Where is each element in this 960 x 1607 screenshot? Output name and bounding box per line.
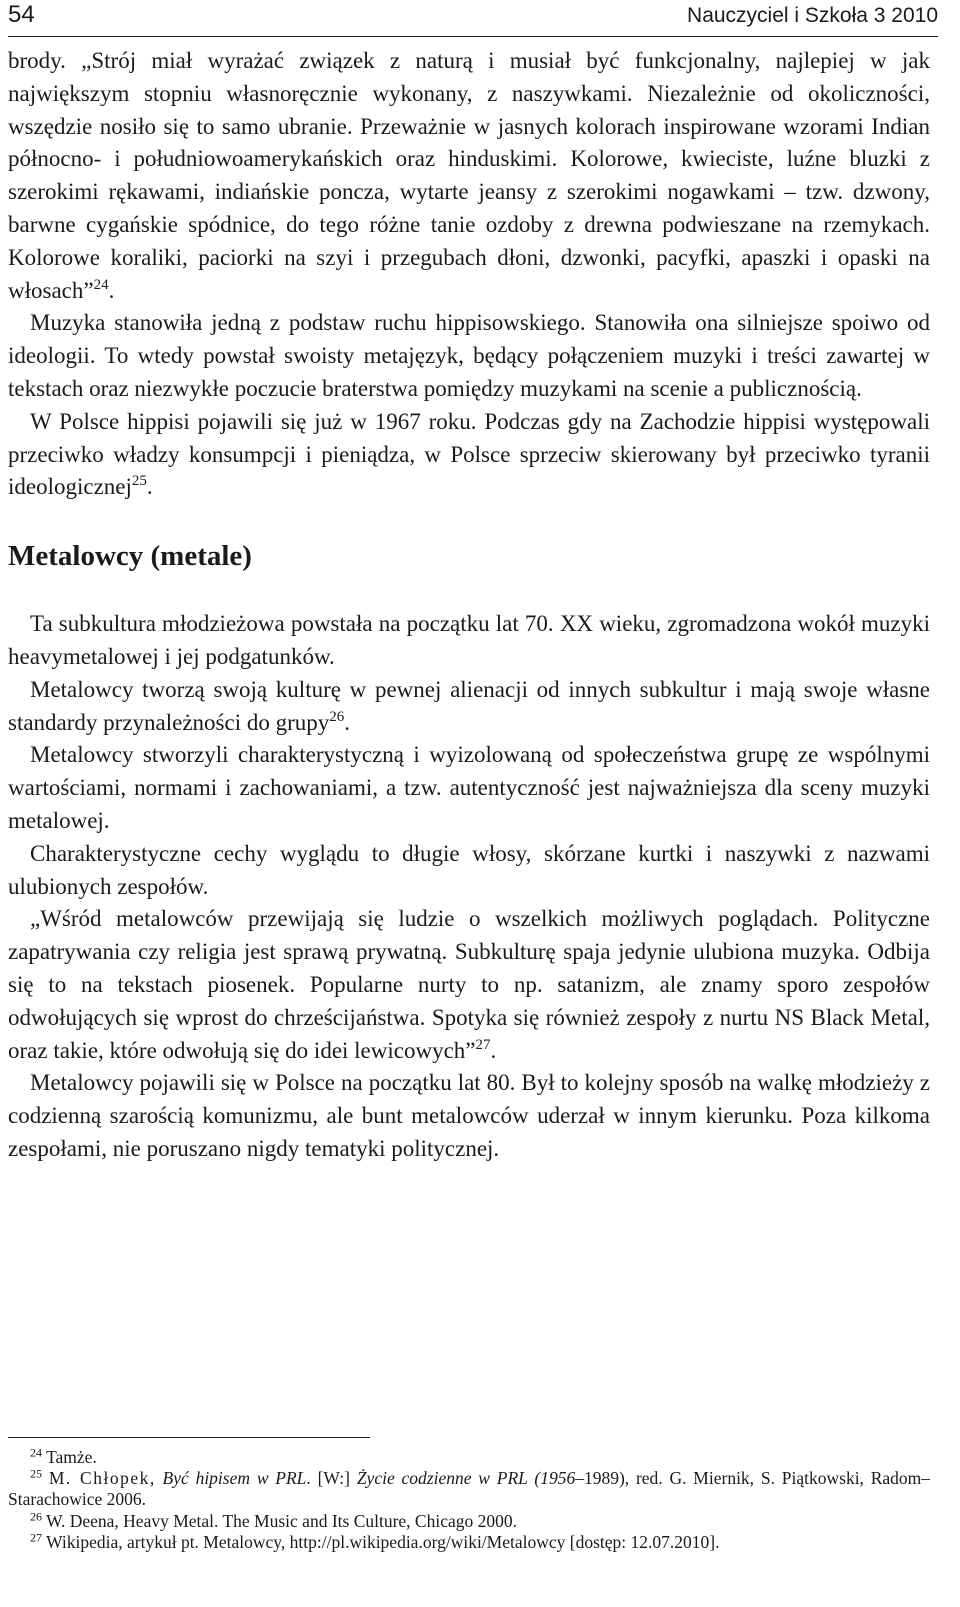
paragraph: Muzyka stanowiła jedną z podstaw ruchu hippisowskiego. Stanowiła ona silniejsze spoiwo od ideologii. To wtedy powstał swoisty metajęzyk, będący połączeniem muzyki i treści zawartej w tekstach oraz niezwykłe poczucie braterstwa pomiędzy muzykami na scenie a publicznością. xyxy=(8,310,930,401)
page-number: 54 xyxy=(8,1,35,28)
article-body xyxy=(8,45,930,1166)
footnotes xyxy=(8,1447,930,1553)
journal-title: Nauczyciel i Szkoła 3 2010 xyxy=(687,4,938,27)
footnote-ref-25[interactable]: 25 xyxy=(131,473,147,490)
footnote-ref-24[interactable]: 24 xyxy=(93,276,109,293)
paragraph: Metalowcy tworzą swoją kulturę w pewnej alienacji od innych subkultur i mają swoje własne standardy przynależności do grupy$^{26}$. xyxy=(8,676,930,735)
paragraph: W Polsce hippisi pojawili się już w 1967 roku. Podczas gdy na Zachodzie hippisi występowali przeciwko władzy konsumpcji i pieniądza, w Polsce sprzeciw skierowany był przeciwko tyranii ideologicznej$^{25}$. xyxy=(8,408,930,500)
footnote-separator xyxy=(8,1437,370,1438)
footnote-27: $^{27}$ Wikipedia, artykuł pt. Metalowcy, http://pl.wikipedia.org/wiki/Metalowcy [dostęp: 12.07.2010]. xyxy=(30,1530,720,1552)
paragraph: brody. „Strój miał wyrażać związek z naturą i musiał być funkcjonalny, najlepiej w jak największym stopniu własnoręcznie wykonany, z naszywkami. Niezależnie od okoliczności, wszędzie nosiło się to samo ubranie. Przeważnie w jasnych kolorach inspirowane wzorami Indian północno- i południowoamerykańskich oraz hinduskimi. Kolorowe, kwieciste, luźne bluzki z szerokimi rękawami, indiańskie poncza, wytarte jeansy z szerokimi nogawkami – tzw. dzwony, barwne cygańskie spódnice, do tego różne tanie ozdoby z drewna podwieszane na rzemykach. Kolorowe koraliki, paciorki na szyi i przegubach dłoni, dzwonki, pacyfki, apaszki i opaski na włosach”$^{24}$. xyxy=(8,48,930,303)
paragraph: Metalowcy pojawili się w Polsce na początku lat 80. Był to kolejny sposób na walkę młodzieży z codzienną szarością komunizmu, ale bunt metalowców uderzał w innym kierunku. Poza kilkoma zespołami, nie poruszano nigdy tematyki politycznej. xyxy=(8,1070,930,1161)
footnote-ref-27[interactable]: 27 xyxy=(475,1036,491,1053)
footnote-26: $^{26}$ W. Deena, Heavy Metal. The Music and Its Culture, Chicago 2000. xyxy=(30,1509,517,1531)
page-header xyxy=(8,0,938,37)
section-heading: Metalowcy (metale) xyxy=(8,540,252,573)
footnote-24: $^{24}$ Tamże. xyxy=(30,1445,97,1467)
footnote-25: $^{25}$ M. Chłopek, Być hipisem w PRL. [W:] Życie codzienne w PRL (1956–1989), red. G. Miernik, S. Piątkowski, Radom–Starachowice 2006. xyxy=(8,1466,931,1510)
footnote-ref-26[interactable]: 26 xyxy=(329,708,345,725)
paragraph: „Wśród metalowców przewijają się ludzie o wszelkich możliwych poglądach. Polityczne zapatrywania czy religia jest sprawą prywatną. Subkulturę spaja jedynie ulubiona muzyka. Odbija się to na tekstach piosenek. Popularne nurty to np. satanizm, ale znamy sporo zespołów odwołujących się wprost do chrześcijaństwa. Spotyka się również zespoły z nurtu NS Black Metal, oraz takie, które odwołują się do idei lewicowych”$^{27}$. xyxy=(8,906,930,1063)
paragraph: Ta subkultura młodzieżowa powstała na początku lat 70. XX wieku, zgromadzona wokół muzyki heavymetalowej i jej podgatunków. xyxy=(8,611,930,669)
paragraph: Charakterystyczne cechy wyglądu to długie włosy, skórzane kurtki i naszywki z nazwami ulubionych zespołów. xyxy=(8,840,930,899)
paragraph: Metalowcy stworzyli charakterystyczną i wyizolowaną od społeczeństwa grupę ze wspólnymi wartościami, normami i zachowaniami, a tzw. autentyczność jest najważniejsza dla sceny muzyki metalowej. xyxy=(8,742,930,833)
